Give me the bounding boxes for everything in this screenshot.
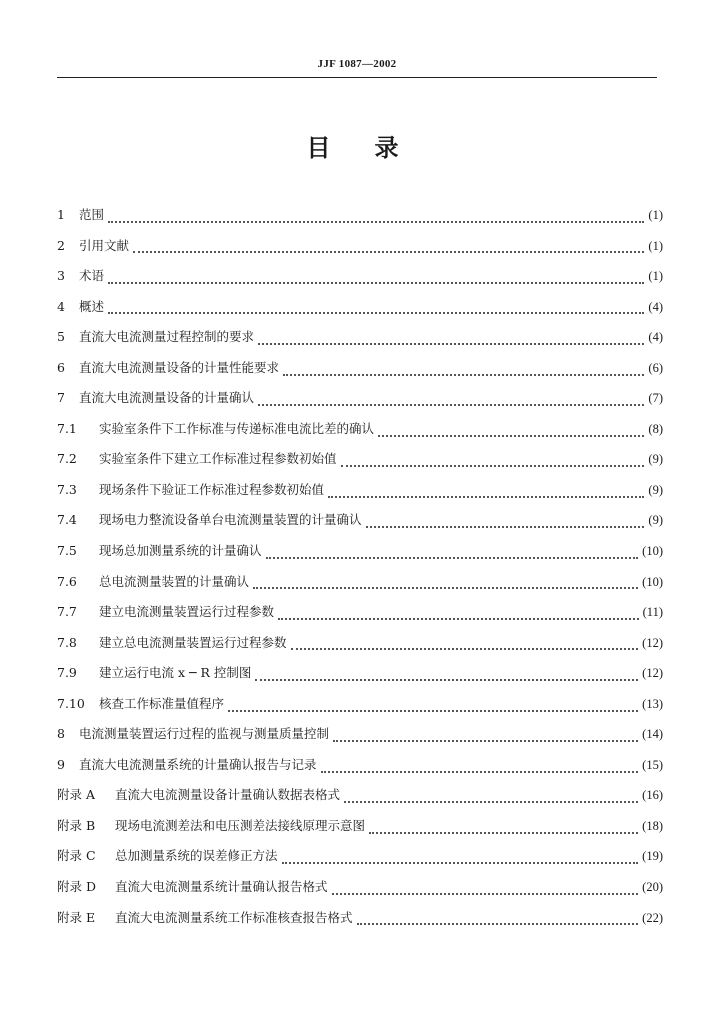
toc-page: (1) [648,269,663,284]
toc-title: 直流大电流测量系统工作标准核查报告格式 [115,909,353,925]
toc-number: 7.4 [57,512,77,528]
toc-number: 1 [57,207,65,222]
dot-leader [133,250,644,253]
toc-title: 直流大电流测量设备计量确认数据表格式 [115,787,341,803]
toc-page: (13) [642,696,663,711]
document-code-header: JJF 1087—2002 [317,58,397,70]
toc-title: 建立总电流测量装置运行过程参数 [99,634,287,650]
dot-leader [328,495,644,498]
toc-title: 直流大电流测量过程控制的要求 [79,329,255,345]
toc-entry-7-2[interactable] [57,447,663,478]
toc-title: 实验室条件下建立工作标准过程参数初始值 [99,451,337,467]
toc-entry-appendix-b[interactable] [57,814,663,845]
toc-page: (11) [642,605,663,620]
toc-page: (4) [648,299,663,314]
dot-leader [258,342,644,345]
toc-entry-7-7[interactable] [57,600,663,631]
toc-page: (1) [648,238,663,253]
dot-leader [108,311,644,314]
toc-title: 电流测量装置运行过程的监视与测量质量控制 [79,726,330,742]
toc-title: 核查工作标准量值程序 [99,695,225,711]
dot-leader [258,403,644,406]
toc-number: 附录 D [57,879,96,895]
dot-leader [366,525,645,528]
toc-entry-7-4[interactable] [57,508,663,539]
toc-title: 实验室条件下工作标准与传递标准电流比差的确认 [99,420,375,436]
toc-entry-2[interactable] [57,234,663,265]
toc-title: 概述 [79,298,105,314]
dot-leader [282,861,639,864]
toc-entry-7-5[interactable] [57,539,663,570]
toc-title: 范围 [79,207,105,222]
toc-number: 4 [57,298,65,314]
toc-number: 7.2 [57,451,77,467]
toc-entry-appendix-a[interactable] [57,783,663,814]
dot-leader [333,739,638,742]
toc-entry-appendix-d[interactable] [57,875,663,906]
toc-page: (4) [648,330,663,345]
toc-page: (16) [642,788,663,803]
header-rule [57,77,657,78]
toc-entry-8[interactable] [57,722,663,753]
toc-entry-1[interactable] [57,203,663,234]
dot-leader [228,709,638,712]
toc-page: (9) [648,452,663,467]
toc-number: 附录 E [57,909,96,925]
toc-number: 7.9 [57,665,77,681]
toc-title: 直流大电流测量系统计量确认报告格式 [115,879,328,895]
toc-number: 7 [57,390,65,406]
dot-leader [369,831,638,834]
dot-leader [278,617,639,620]
toc-entry-7-9[interactable] [57,661,663,692]
toc-page: (14) [642,727,663,742]
toc-number: 5 [57,329,65,345]
toc-number: 7.6 [57,573,77,589]
toc-number: 附录 C [57,848,96,864]
toc-title: 建立运行电流 x ─ R 控制图 [99,665,252,681]
toc-entry-7-6[interactable] [57,570,663,601]
toc-title: 现场电力整流设备单台电流测量装置的计量确认 [99,512,362,528]
toc-entry-7-8[interactable] [57,631,663,662]
toc-page: (10) [642,574,663,589]
toc-title: 现场总加测量系统的计量确认 [99,543,262,559]
toc-number: 9 [57,756,65,772]
toc-number: 7.1 [57,420,77,436]
toc-number: 7.8 [57,634,77,650]
toc-number: 3 [57,268,65,284]
toc-entry-7-3[interactable] [57,478,663,509]
toc-number: 7.10 [57,695,85,711]
toc-entry-5[interactable] [57,325,663,356]
toc-entry-7-1[interactable] [57,417,663,448]
toc-entry-7[interactable] [57,386,663,417]
toc-title: 直流大电流测量系统的计量确认报告与记录 [79,756,317,772]
toc-title: 术语 [79,268,105,284]
dot-leader [321,770,639,773]
toc-number: 附录 B [57,817,96,833]
toc-title: 现场电流测差法和电压测差法接线原理示意图 [115,817,366,833]
toc-number: 7.5 [57,543,77,559]
toc-page: (22) [642,910,663,925]
toc-page: (6) [648,360,663,375]
toc-page: (20) [642,880,663,895]
toc-title: 现场条件下验证工作标准过程参数初始值 [99,481,325,497]
toc-number: 6 [57,359,65,375]
dot-leader [332,892,639,895]
toc-number: 附录 A [57,787,96,803]
dot-leader [283,373,644,376]
toc-title: 直流大电流测量设备的计量确认 [79,390,255,406]
toc-title: 建立电流测量装置运行过程参数 [99,604,275,620]
toc-number: 8 [57,726,65,742]
toc-entry-9[interactable] [57,753,663,784]
toc-number: 2 [57,237,65,253]
toc-page: (18) [642,818,663,833]
dot-leader [291,647,639,650]
toc-page: (12) [642,666,663,681]
dot-leader [266,556,639,559]
dot-leader [341,464,645,467]
toc-number: 7.3 [57,481,77,497]
dot-leader [357,922,639,925]
toc-page: (15) [642,757,663,772]
toc-entry-appendix-c[interactable] [57,844,663,875]
toc-entry-7-10[interactable] [57,692,663,723]
toc-title: 引用文献 [79,237,130,253]
toc-title: 直流大电流测量设备的计量性能要求 [79,359,280,375]
toc-page: (8) [648,421,663,436]
toc-page: (1) [648,208,663,222]
toc-page: (9) [648,482,663,497]
toc-entry-appendix-e[interactable] [57,906,663,937]
dot-leader [108,220,644,223]
toc-number: 7.7 [57,604,77,620]
dot-leader [108,281,644,284]
toc-entry-6[interactable] [57,356,663,387]
dot-leader [344,800,638,803]
dot-leader [255,678,638,681]
toc-page: (9) [648,513,663,528]
toc-entry-4[interactable] [57,295,663,326]
toc-title: 总电流测量装置的计量确认 [99,573,250,589]
dot-leader [378,434,644,437]
table-of-contents [57,203,663,936]
dot-leader [253,586,638,589]
toc-page: (12) [642,635,663,650]
toc-entry-3[interactable] [57,264,663,295]
page-title: 目录 [306,134,443,162]
toc-page: (7) [648,391,663,406]
toc-page: (10) [642,544,663,559]
toc-page: (19) [642,849,663,864]
toc-title: 总加测量系统的误差修正方法 [115,848,278,864]
